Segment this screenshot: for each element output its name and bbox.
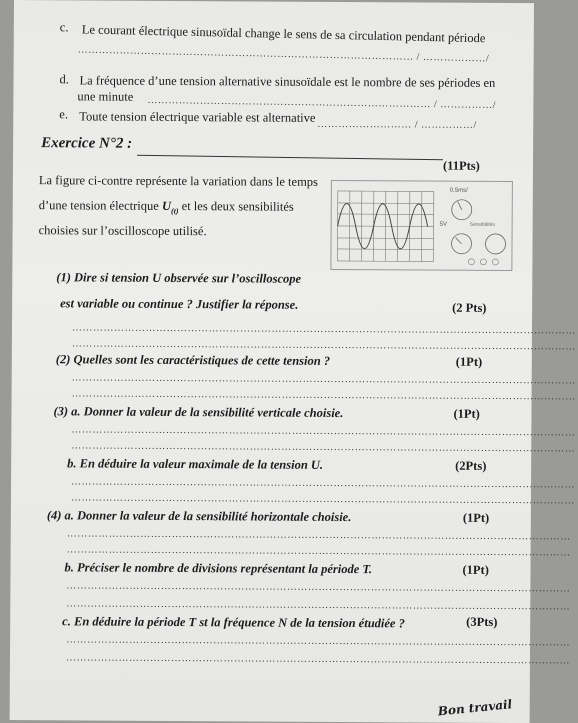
q3a-points: (1Pt) <box>453 407 479 422</box>
statement-e-letter: e. <box>59 107 68 121</box>
q1-label <box>56 270 301 285</box>
q3a-label <box>53 404 343 420</box>
oscilloscope-drawing <box>331 181 512 270</box>
statement-d-text: La fréquence d’une tension alternative sinusoïdale est le nombre de ses périodes en <box>79 73 495 90</box>
scope-volt-label: 5V <box>440 222 447 228</box>
q2-answer-line1[interactable]: ……………………………………………………………………………………………………………………………… <box>72 372 492 386</box>
q3a-answer-line1[interactable]: ……………………………………………………………………………………………………………………………… <box>71 424 491 438</box>
exercise-intro-line2-text: d’une tension électrique <box>39 198 159 213</box>
q3-num: (3) <box>53 404 68 418</box>
q4b-text: b. Préciser le nombre de divisions représentant la période T. <box>64 560 372 576</box>
statement-d-answer[interactable]: ……………………………………………………………………… / ……………/ <box>147 95 479 111</box>
q3b-answer-line2[interactable]: ……………………………………………………………………………………………………………………………… <box>71 492 493 506</box>
q4b-points: (1Pt) <box>462 563 488 578</box>
exercise-intro-line3: choisies sur l’oscilloscope utilisé. <box>39 223 207 238</box>
q3b-points: (2Pts) <box>455 459 486 474</box>
q4-num: (4) <box>47 508 62 522</box>
scope-sens-label: Sensibilités <box>470 222 496 228</box>
statement-d-text-cont: une minute <box>77 89 133 103</box>
statement-c-text: Le courant électrique sinusoïdal change le sens de sa circulation pendant période <box>82 22 486 45</box>
oscilloscope-figure <box>330 180 513 271</box>
statement-c-letter: c. <box>60 20 69 34</box>
q1-points: (2 Pts) <box>452 301 486 316</box>
q4a-text: a. Donner la valeur de la sensibilité horizontale choisie. <box>65 508 352 524</box>
q1-num: (1) <box>56 270 71 284</box>
q4a-answer-line2[interactable]: ……………………………………………………………………………………………………………………………… <box>67 544 495 558</box>
q4a-answer-line1[interactable]: ……………………………………………………………………………………………………………………………… <box>67 528 495 542</box>
q1-answer-line2[interactable]: ……………………………………………………………………………………………………………………………… <box>72 338 490 352</box>
scope-time-label: 0,5ms/ <box>450 188 468 194</box>
exercise-intro-line2-end: et les deux sensibilités <box>182 199 294 214</box>
statement-e-text: Toute tension électrique variable est alternative <box>79 109 315 124</box>
q1-text: Dire si tension U observée sur l’oscilloscope <box>74 270 301 285</box>
q1-text-cont: est variable ou continue ? Justifier la réponse. <box>60 296 298 311</box>
q4a-points: (1Pt) <box>463 511 489 526</box>
q3b-answer-line1[interactable]: ……………………………………………………………………………………………………………………………… <box>71 476 493 490</box>
q4c-text: c. En déduire la période T st la fréquence N de la tension étudiée ? <box>62 614 405 630</box>
q3a-text: a. Donner la valeur de la sensibilité verticale choisie. <box>71 404 343 420</box>
tension-symbol: U <box>162 199 171 213</box>
q4a-label <box>47 508 352 524</box>
q2-points: (1Pt) <box>456 355 482 370</box>
q2-answer-line2[interactable]: ……………………………………………………………………………………………………………………………… <box>72 388 492 402</box>
q3a-answer-line2[interactable]: ……………………………………………………………………………………………………………………………… <box>71 440 491 454</box>
bon-travail-signature: Bon travail <box>437 697 513 718</box>
q2-text: Quelles sont les caractéristiques de cette tension ? <box>73 352 330 368</box>
statement-e-answer[interactable]: ……………………… / ……………/ <box>317 119 485 131</box>
q2-label <box>56 352 330 368</box>
exercise-title-rule <box>137 155 443 161</box>
exercise-intro-line2 <box>39 198 294 219</box>
q1-answer-line1[interactable]: ……………………………………………………………………………………………………………………………… <box>72 322 490 336</box>
q2-num: (2) <box>56 352 71 366</box>
q4c-answer-line2[interactable]: ……………………………………………………………………………………………………………………………… <box>66 652 494 666</box>
q4c-points: (3Pts) <box>466 615 497 630</box>
statement-d-letter: d. <box>59 72 68 86</box>
q4b-answer-line2[interactable]: ……………………………………………………………………………………………………………………………… <box>66 598 494 612</box>
statement-c-answer[interactable]: …………………………………………………………………………………… / ………………/ <box>78 44 478 64</box>
exercise-intro-line1: La figure ci-contre représente la variation dans le temps <box>39 173 318 189</box>
q4c-answer-line1[interactable]: ……………………………………………………………………………………………………………………………… <box>66 634 494 648</box>
exercise-points: (11Pts) <box>443 159 480 174</box>
q4b-answer-line1[interactable]: ……………………………………………………………………………………………………………………………… <box>66 580 494 594</box>
tension-symbol-sub: (t) <box>171 206 179 215</box>
q3b-text: b. En déduire la valeur maximale de la tension U. <box>67 456 323 472</box>
worksheet-page <box>10 0 534 723</box>
exercise-title: Exercice N°2 : <box>41 135 132 153</box>
